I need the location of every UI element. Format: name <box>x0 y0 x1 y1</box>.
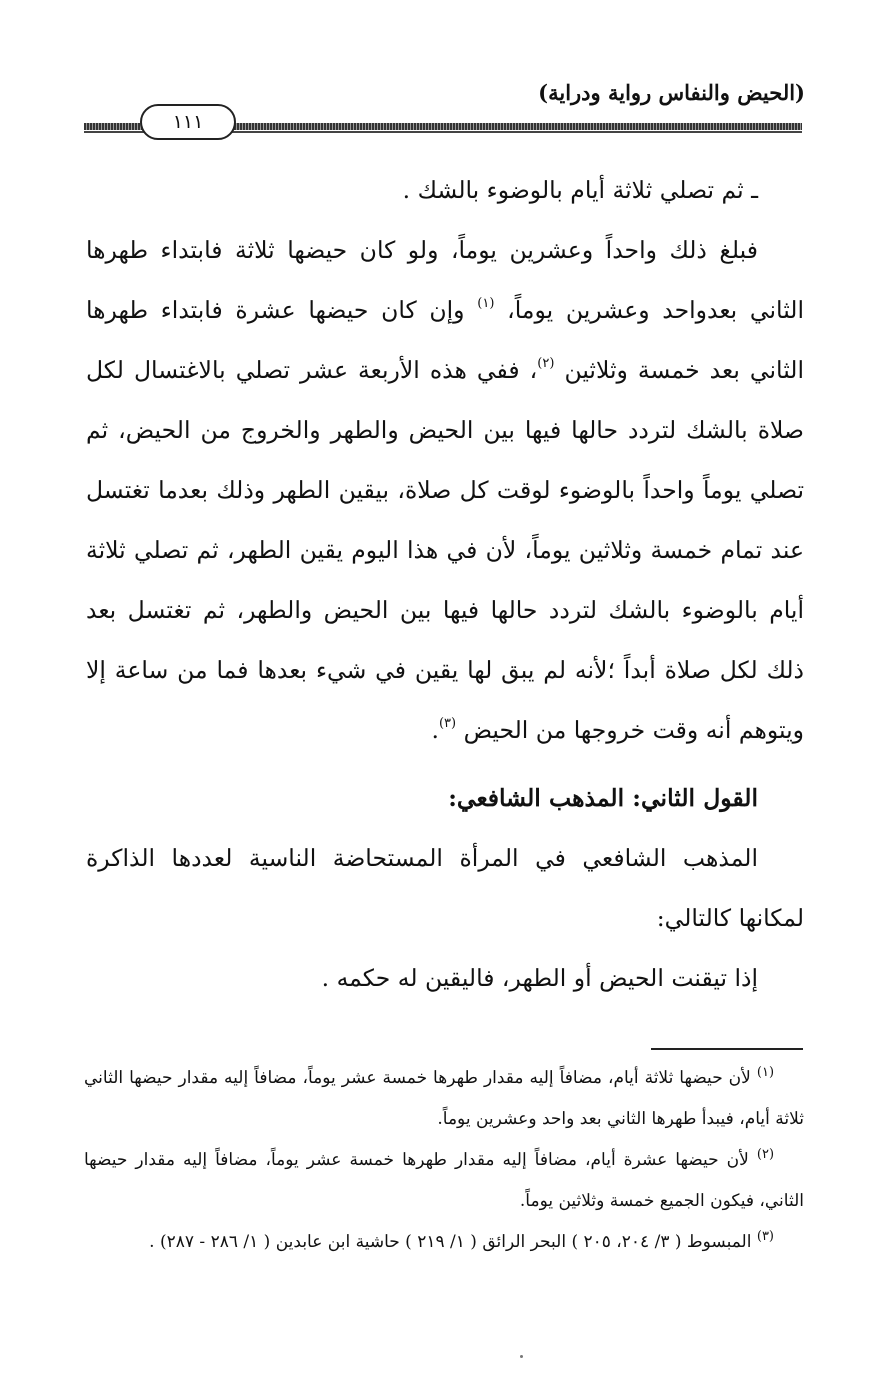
paragraph-2-part-c: ، ففي هذه الأربعة عشر تصلي بالاغتسال لكل صلاة بالشك لتردد حالها فيها بين الحيض والطهر والخروج من الحيض، ثم تصلي يوماً واحداً بالوضوء لوقت كل صلاة، بيقين الطهر وذلك بعدما تغتسل عند تمام خمسة وثلاثين يوماً، لأن في هذا اليوم يقين الطهر، ثم تصلي ثلاثة أيام بالوضوء بالشك لتردد حالها فيها بين الحيض والطهر، ثم تغتسل بعد ذلك لكل صلاة أبداً ؛لأنه لم يبق لها يقين في شيء بعدها فما من ساعة إلا ويتوهم أنه وقت خروجها من الحيض <box>86 356 804 744</box>
footnote-3 <box>84 1222 804 1263</box>
paragraph-4: إذا تيقنت الحيض أو الطهر، فاليقين له حكمه . <box>321 964 758 992</box>
footnote-1 <box>84 1058 804 1140</box>
footnote-2 <box>84 1140 804 1222</box>
paragraph-1: ـ ثم تصلي ثلاثة أيام بالوضوء بالشك . <box>402 176 758 204</box>
footnote-ref-2: (٢) <box>537 356 555 371</box>
paragraph-3: المذهب الشافعي في المرأة المستحاضة الناسية لعددها الذاكرة لمكانها كالتالي: <box>86 844 804 932</box>
page-number: ١١١ <box>140 104 236 140</box>
main-text <box>86 160 804 1008</box>
footnote-1-marker: (١) <box>756 1065 775 1080</box>
footnote-3-text: المبسوط ( ٣/ ٢٠٤، ٢٠٥ ) البحر الرائق ( ١/ ٢١٩ ) حاشية ابن عابدين ( ١/ ٢٨٦ - ٢٨٧) . <box>149 1232 752 1252</box>
paragraph-2-part-a: فبلغ ذلك واحداً وعشرين يوماً، ولو كان حيضها ثلاثة فابتداء طهرها الثاني بعدواحد وعشرين يوماً، <box>86 236 804 324</box>
running-header-title: (الحيض والنفاس رواية ودراية) <box>538 80 805 105</box>
page-speck <box>520 1355 523 1358</box>
footnote-ref-3: (٣) <box>438 716 457 731</box>
section-heading: القول الثاني: المذهب الشافعي: <box>448 784 758 812</box>
footnote-1-text: لأن حيضها ثلاثة أيام، مضافاً إليه مقدار طهرها خمسة عشر يوماً، مضافاً إليه مقدار حيضها الثاني ثلاثة أيام، فيبدأ طهرها الثاني بعد واحد وعشرين يوماً. <box>84 1068 804 1129</box>
footnote-2-marker: (٢) <box>756 1147 775 1162</box>
paragraph-2-part-b: وإن كان حيضها عشرة فابتداء طهرها الثاني بعد خمسة وثلاثين <box>86 296 804 384</box>
footnote-2-text: لأن حيضها عشرة أيام، مضافاً إليه مقدار طهرها خمسة عشر يوماً، مضافاً إليه مقدار حيضها الثاني، فيكون الجميع خمسة وثلاثين يوماً. <box>84 1150 804 1211</box>
footnotes <box>84 1058 804 1263</box>
footnote-separator <box>651 1048 803 1050</box>
footnote-ref-1: (١) <box>477 296 495 311</box>
paragraph-2 <box>86 220 804 760</box>
paragraph-2-end: . <box>431 716 439 744</box>
footnote-3-marker: (٣) <box>756 1229 774 1244</box>
